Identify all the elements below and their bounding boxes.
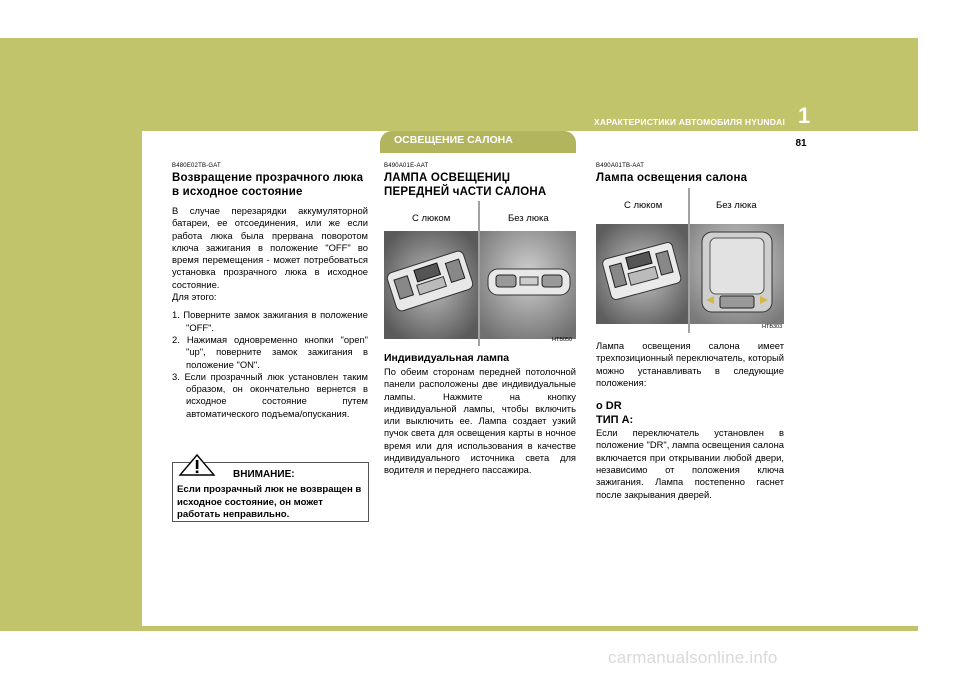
column-room-lamp-text <box>596 340 784 501</box>
figure-label-without-sunroof: Без люка <box>716 200 757 211</box>
paragraph-intro: Для этого: <box>172 291 217 303</box>
paragraph: По обеим сторонам передней потолочной панели расположены две индивидуальные лампы. Нажмите на кнопку индивидуальной лампы, чтобы включить или выключить ее. Лампа создает узкий пучок света для освещения карты в ночное время или для использования в качестве индивидуального источника света для водителя и переднего пассажира. <box>384 366 576 476</box>
figure-label-with-sunroof: С люком <box>412 213 451 224</box>
watermark: carmanualsonline.info <box>608 648 778 667</box>
warning-icon <box>178 454 216 476</box>
section-title: ЛАМПА ОСВЕЩЕНИЏ ПЕРЕДНЕЙ чАСТИ САЛОНА <box>384 172 547 198</box>
list-item: 3. Если прозрачный люк установлен таким образом, он окончательно вернется в исходное состояние путем автоматического подъема/опускания. <box>172 370 368 419</box>
paragraph: Если переключатель установлен в положение "DR", лампа освещения салона включается при открывании любой двери, независимо от положения ключа зажигания. Лампа постепенно гаснет после закрывания дверей. <box>596 427 784 500</box>
warning-text: Если прозрачный люк не возвращен в исходное состояние, он может работать неправильно. <box>177 484 362 520</box>
list-item: 2. Нажимая одновременно кнопки "open" "up", поверните замок зажигания в положение "ON". <box>172 333 368 370</box>
figure-label-with-sunroof: С люком <box>624 200 663 211</box>
list-item: 1. Поверните замок зажигания в положение "OFF". <box>172 309 368 333</box>
steps-list <box>172 309 368 420</box>
section-label: ОСВЕЩЕНИЕ САЛОНА <box>394 134 513 146</box>
column-room-lamp <box>596 163 784 191</box>
paragraph: Лампа освещения салона имеет трехпозиционный переключатель, который можно устанавливать в следующие положения: <box>596 340 784 388</box>
figure-code: HTB050 <box>552 337 573 343</box>
figure-label-without-sunroof: Без люка <box>508 213 549 224</box>
figure-room-lamp <box>596 188 784 333</box>
section-code: B490A01E-AAT <box>384 163 429 169</box>
section-code: B480E02TB-GAT <box>172 163 221 169</box>
chapter-title: ХАРАКТЕРИСТИКИ АВТОМОБИЛЯ HYUNDAI <box>594 117 786 127</box>
column-front-map-lamp <box>384 163 576 205</box>
chapter-number: 1 <box>798 103 811 128</box>
figure-code: HTB303 <box>762 324 783 330</box>
section-title: Лампа освещения салона <box>596 172 748 184</box>
position-type: ТИП A: <box>596 414 634 427</box>
column-front-map-lamp-text <box>384 352 576 477</box>
figure-front-lamps <box>384 201 576 346</box>
paragraph: В случае перезарядки аккумуляторной батареи, ее отсоединения, или же если работа люка была прервана поворотом ключа зажигания в положение "OFF" во время перемещения - может потребоваться установка прозрачного люка в исходное состояние. <box>172 205 368 290</box>
section-title: Возвращение прозрачного люка в исходное состояние <box>172 172 364 198</box>
position-label: o DR <box>596 400 622 413</box>
section-code: B490A01TB-AAT <box>596 163 645 169</box>
subheading: Индивидуальная лампа <box>384 352 510 364</box>
column-sunroof-reset <box>172 163 368 420</box>
warning-title: ВНИМАНИЕ: <box>233 469 295 480</box>
page-number: 81 <box>795 138 807 149</box>
